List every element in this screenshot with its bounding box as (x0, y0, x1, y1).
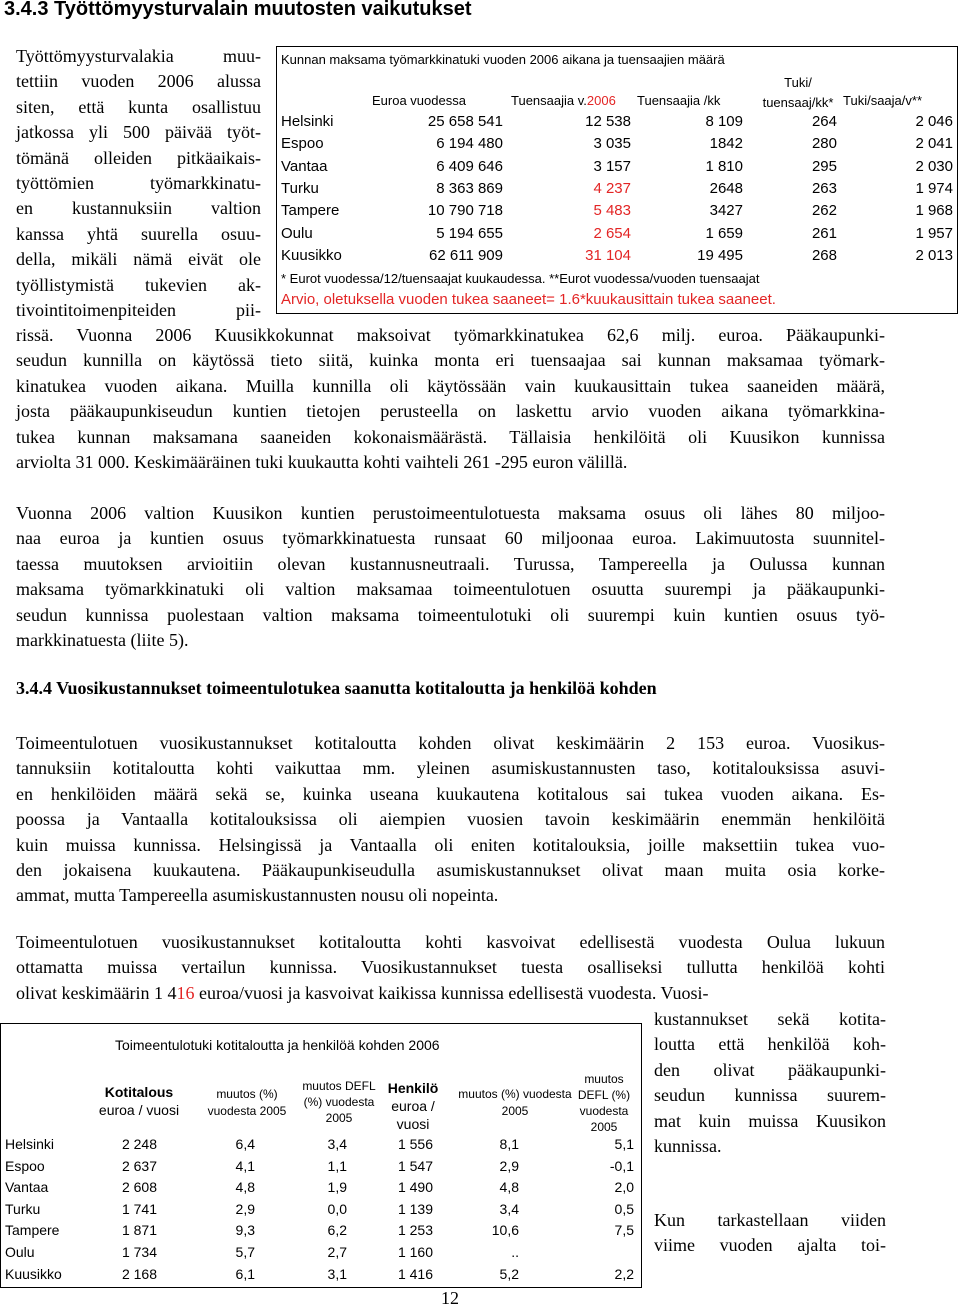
table2-cell-hdefl: 0,5 (614, 1200, 634, 1217)
text-line: Toimeentulotuen vuosikustannukset kotitaloutta kohti kasvoivat edellisestä vuodesta Oulua lukuun (16, 932, 885, 952)
text-line: en kustannuksiin valtion (16, 198, 261, 219)
text-line: naa euroa ja kuntien osuus työmarkkinatuesta runsaat 60 miljoonaa euroa. Lakimuutosta suunnitel- (16, 528, 885, 549)
table2-header-defl: muutos DEFL (%) vuodesta 2005 (302, 1079, 376, 1125)
table2-cell-henkilo: 1 160 (397, 1244, 433, 1260)
table1-cell-tuki-v: 1 974 (915, 179, 953, 197)
table2-header-hmuutos: muutos (%) vuodesta 2005 (458, 1087, 572, 1118)
table2-cell-city: Espoo (5, 1157, 45, 1174)
table2-cell-city: Helsinki (5, 1136, 55, 1152)
text-line: kuin muissa kunnissa. Helsingissä ja Vantaalla oli eniten kotitalouksia, joille maksettiin tukea vuo- (16, 834, 885, 855)
table1-cell-euroa: 6 194 480 (436, 135, 503, 153)
text-line: markkinatuesta (liite 5). (16, 629, 189, 650)
table2-cell-kotitalous: 1 734 (121, 1244, 157, 1260)
table2-cell-henkilo: 1 416 (397, 1265, 433, 1282)
text-line: kustannukset sekä kotita- (654, 1009, 886, 1029)
table1-cell-tuki-kk: 263 (811, 179, 837, 197)
table1-header-per-kk: Tuensaajia /kk (637, 93, 721, 108)
table1-header-tuki-kk: Tuki/ tuensaaj/kk* (762, 75, 834, 110)
text-line: tömänä olleiden pitkäaikais- (16, 147, 261, 168)
table1-cell-city: Helsinki (281, 113, 334, 130)
table1-cell-euroa: 25 658 541 (427, 113, 503, 130)
table1-cell-tuensaajia: 5 483 (593, 202, 631, 220)
table1-cell-per-kk: 1 659 (705, 224, 743, 242)
table2-cell-hdefl: 7,5 (614, 1222, 634, 1239)
table2-cell-henkilo: 1 556 (397, 1136, 433, 1152)
paragraph-cost-growth (16, 930, 885, 1006)
text-line: tannuksiin kotitaloutta kohti vaikuttaa mm. yleinen asumiskustannusten taso, kotitalouksissa asuvi- (16, 758, 885, 779)
table1-cell-tuensaajia: 2 654 (593, 224, 631, 242)
table2-cell-defl: 3,4 (327, 1136, 347, 1152)
intro-paragraph-continued (16, 323, 885, 475)
table2-header-kotitalous: Kotitalous euroa / vuosi (98, 1084, 180, 1118)
table2-cell-hdefl: 2,2 (614, 1265, 634, 1282)
table1-cell-tuki-v: 2 046 (915, 113, 953, 130)
table2-cell-muutos: 4,1 (235, 1157, 255, 1174)
table1-cell-euroa: 6 409 646 (436, 157, 503, 175)
text-line: maksama työmarkkinatuki oli valtion maksamaa toimeentulotuen osuutta suurempi ja pääkaupunki- (16, 579, 885, 600)
five-year-right-column (654, 1208, 886, 1259)
table2-cell-defl: 6,2 (327, 1222, 347, 1239)
text-line: Kun tarkastellaan viiden (654, 1210, 886, 1230)
text-line: taessa muutoksen arvioitiin olevan kustannusneutraali. Turussa, Tampereella ja Oulussa kunnan (16, 553, 885, 574)
text-line: mat kuin muissa Kuusikon (654, 1110, 886, 1131)
table2-cell-muutos: 9,3 (235, 1222, 255, 1239)
text-line: seudun kunnilla on käytössä tieto siitä, kuinka monta eri tuensaajaa sai kunnan maksamaa työmark- (16, 350, 885, 371)
table1-cell-per-kk: 19 495 (697, 246, 743, 264)
table1-cell-tuki-kk: 264 (811, 113, 837, 130)
table2-header-muutos: muutos (%) vuodesta 2005 (207, 1087, 287, 1118)
table2-cell-muutos: 5,7 (235, 1244, 255, 1260)
table1-cell-tuki-v: 1 968 (915, 202, 953, 220)
table1-cell-tuensaajia: 3 035 (593, 135, 631, 153)
table1-cell-euroa: 8 363 869 (436, 179, 503, 197)
table1-header-tuki-v: Tuki/saaja/v** (843, 93, 922, 108)
table1-cell-tuki-v: 2 030 (915, 157, 953, 175)
text-line: tivointitoimenpiteiden pii- (16, 299, 261, 320)
table1-cell-city: Tampere (281, 202, 340, 220)
table2-cell-muutos: 2,9 (235, 1200, 255, 1217)
table1-cell-tuki-kk: 262 (811, 202, 837, 220)
table1-cell-per-kk: 2648 (709, 179, 743, 197)
text-line: seudun kunnissa suurem- (654, 1085, 886, 1106)
table1-cell-tuki-kk: 295 (811, 157, 837, 175)
text-line: tukea kunnan maksamana saaneiden kokonaismäärästä. Tällaisia henkilöitä oli Kuusikon kunnissa (16, 426, 885, 447)
text-line: ammat, mutta Tampereella asumiskustannusten nousu oli nopeinta. (16, 885, 499, 906)
text-line: en henkilöiden määrä sekä se, kuinka useana kuukautena kotitalous sai tukea vuoden aikana. Es- (16, 783, 885, 804)
page-number: 12 (441, 1288, 459, 1308)
text-line: loutta että henkilöä koh- (654, 1034, 886, 1055)
table2-cell-hmuutos: 8,1 (499, 1136, 519, 1152)
table2-header-hdefl: muutos DEFL (%) vuodesta 2005 (577, 1072, 631, 1134)
text-line: Toimeentulotuen vuosikustannukset kotitaloutta kohden olivat keskimäärin 2 153 euroa. Vuosikus- (16, 733, 885, 753)
text-line: della, mikäli nämä eivät ole (16, 249, 261, 270)
text-line: olivat keskimäärin 1 416 euroa/vuosi ja kasvoivat kaikissa kunnissa edellisestä vuodesta. Vuosi- (16, 982, 709, 1003)
table1-cell-tuensaajia: 12 538 (585, 113, 631, 130)
table1-cell-per-kk: 1 810 (705, 157, 743, 175)
table1-header-tuensaajia: Tuensaajia v.2006 (511, 93, 616, 108)
table2-cell-city: Turku (5, 1200, 41, 1217)
text-line: työttömien työmarkkinatu- (16, 172, 261, 193)
text-line: den olivat pääkaupunki- (654, 1059, 886, 1080)
text-line: seudun kunnissa puolestaan valtion maksama toimeentulotuki oli suurempi kuin kuntien osuus työ- (16, 604, 885, 625)
text-line: työllistymistä tukevien ak- (16, 274, 261, 295)
cost-growth-right-column (654, 1007, 886, 1159)
table1-cell-tuki-v: 2 013 (915, 246, 953, 264)
text-line: kunnissa. (654, 1135, 722, 1156)
table1-cell-tuki-kk: 280 (811, 135, 837, 153)
table1-cell-euroa: 5 194 655 (436, 224, 503, 242)
table1-title: Kunnan maksama työmarkkinatuki vuoden 2006 aikana ja tuensaajien määrä (281, 52, 725, 67)
table1-cell-tuensaajia: 3 157 (593, 157, 631, 175)
table1-cell-tuensaajia: 4 237 (593, 179, 631, 197)
text-line: jatkossa yli 500 päivää työt- (16, 122, 261, 143)
table-employment-subsidy (276, 46, 958, 314)
table1-cell-city: Turku (281, 179, 319, 197)
text-line: josta pääkaupunkiseudun kuntien tietojen perusteella on laskettu arvio vuoden aikana työmarkkina- (16, 401, 885, 422)
section-heading-344: 3.4.4 Vuosikustannukset toimeentulotukea saanutta kotitaloutta ja henkilöä kohden (16, 678, 657, 698)
table2-cell-defl: 1,1 (327, 1157, 347, 1174)
table1-cell-tuki-kk: 268 (811, 246, 837, 264)
table1-cell-tuki-v: 1 957 (915, 224, 953, 242)
table1-cell-per-kk: 1842 (709, 135, 743, 153)
table2-cell-defl: 3,1 (327, 1265, 347, 1282)
table2-cell-hmuutos: 5,2 (499, 1265, 519, 1282)
text-line: poossa ja Vantaalla kotitalouksissa oli aiempien vuosien tavoin keskimäärin enemmän henkilöitä (16, 809, 885, 830)
table1-cell-tuki-kk: 261 (811, 224, 837, 242)
table2-cell-kotitalous: 2 248 (121, 1136, 157, 1152)
table2-cell-city: Kuusikko (5, 1265, 62, 1282)
intro-left-column (16, 44, 261, 323)
table1-cell-city: Oulu (281, 224, 313, 242)
table2-cell-defl: 1,9 (327, 1179, 347, 1196)
table1-cell-tuki-v: 2 041 (915, 135, 953, 153)
table1-footnote: * Eurot vuodessa/12/tuensaajat kuukaudessa. **Eurot vuodessa/vuoden tuensaajat (281, 271, 760, 286)
table2-cell-henkilo: 1 547 (397, 1157, 433, 1174)
text-line: Työttömyysturvalakia muu- (16, 46, 261, 66)
table1-cell-city: Espoo (281, 135, 324, 153)
table1-header-euroa: Euroa vuodessa (372, 93, 466, 108)
table2-cell-muutos: 4,8 (235, 1179, 255, 1196)
table2-cell-hdefl: 5,1 (614, 1136, 634, 1152)
table2-title: Toimeentulotuki kotitaloutta ja henkilöä kohden 2006 (115, 1037, 440, 1053)
table2-header-henkilo: Henkilö euroa / vuosi (387, 1080, 439, 1132)
text-line: arviolta 31 000. Keskimääräinen tuki kuukautta kohti vaihteli 261 -295 euron välillä. (16, 451, 628, 472)
table-income-support (0, 1023, 642, 1288)
table2-cell-hdefl: 2,0 (614, 1179, 634, 1196)
table2-cell-defl: 2,7 (327, 1244, 347, 1260)
text-line: rissä. Vuonna 2006 Kuusikkokunnat maksoivat työmarkkinatukea 62,6 milj. euroa. Pääkaupunki- (16, 325, 885, 345)
table2-cell-henkilo: 1 490 (397, 1179, 433, 1196)
table2-cell-muutos: 6,1 (235, 1265, 255, 1282)
table2-cell-henkilo: 1 253 (397, 1222, 433, 1239)
table2-cell-hdefl: -0,1 (609, 1157, 634, 1174)
paragraph-state-share (16, 501, 885, 653)
paragraph-household-costs (16, 731, 885, 909)
table2-cell-hmuutos: 4,8 (499, 1179, 519, 1196)
table2-cell-hmuutos: 3,4 (499, 1200, 519, 1217)
table2-cell-kotitalous: 2 168 (121, 1265, 157, 1282)
table1-cell-city: Kuusikko (281, 246, 342, 264)
table2-cell-city: Tampere (5, 1222, 60, 1239)
text-line: viime vuoden ajalta toi- (654, 1235, 886, 1256)
text-line: siten, että kunta osallistuu (16, 96, 261, 117)
table2-cell-hmuutos: 10,6 (491, 1222, 519, 1239)
text-line: kinatukea vuoden aikana. Muilla kunnilla oli käytössään vain kuukausittain tukea saaneiden määrä, (16, 375, 885, 396)
table1-estimate-note: Arvio, oletuksella vuoden tukea saaneet= 1.6*kuukausittain tukea saaneet. (281, 291, 776, 308)
table1-cell-euroa: 62 611 909 (429, 246, 503, 264)
table2-cell-city: Vantaa (5, 1179, 49, 1196)
text-line: Vuonna 2006 valtion Kuusikon kuntien perustoimeentulotuesta maksama osuus oli lähes 80 miljoo- (16, 503, 885, 523)
table2-cell-muutos: 6,4 (235, 1136, 255, 1152)
table2-cell-kotitalous: 1 871 (121, 1222, 157, 1239)
text-line: kanssa yhtä suurella osuu- (16, 223, 261, 244)
text-line: ottamatta muissa vertailun kunnissa. Vuosikustannukset tuesta osalliseksi tullutta henkilöä kohti (16, 957, 885, 978)
table2-cell-hmuutos: 2,9 (499, 1157, 519, 1174)
section-heading-343: 3.4.3 Työttömyysturvalain muutosten vaikutukset (4, 0, 472, 20)
table1-cell-city: Vantaa (281, 157, 328, 175)
table2-cell-defl: 0,0 (327, 1200, 347, 1217)
table2-cell-kotitalous: 2 637 (121, 1157, 157, 1174)
table2-cell-hmuutos: .. (511, 1244, 519, 1260)
table1-cell-tuensaajia: 31 104 (585, 246, 631, 264)
table2-cell-kotitalous: 2 608 (121, 1179, 157, 1196)
table2-cell-henkilo: 1 139 (397, 1200, 433, 1217)
table1-cell-per-kk: 3427 (709, 202, 743, 220)
table1-cell-per-kk: 8 109 (705, 113, 743, 130)
table2-cell-kotitalous: 1 741 (121, 1200, 157, 1217)
table1-cell-euroa: 10 790 718 (427, 202, 503, 220)
text-line: den jokaisena kuukautena. Pääkaupunkiseudulla asumiskustannukset olivat maan muita osia korke- (16, 859, 885, 880)
text-line: tettiin vuoden 2006 alussa (16, 71, 261, 92)
table2-cell-city: Oulu (5, 1244, 35, 1260)
